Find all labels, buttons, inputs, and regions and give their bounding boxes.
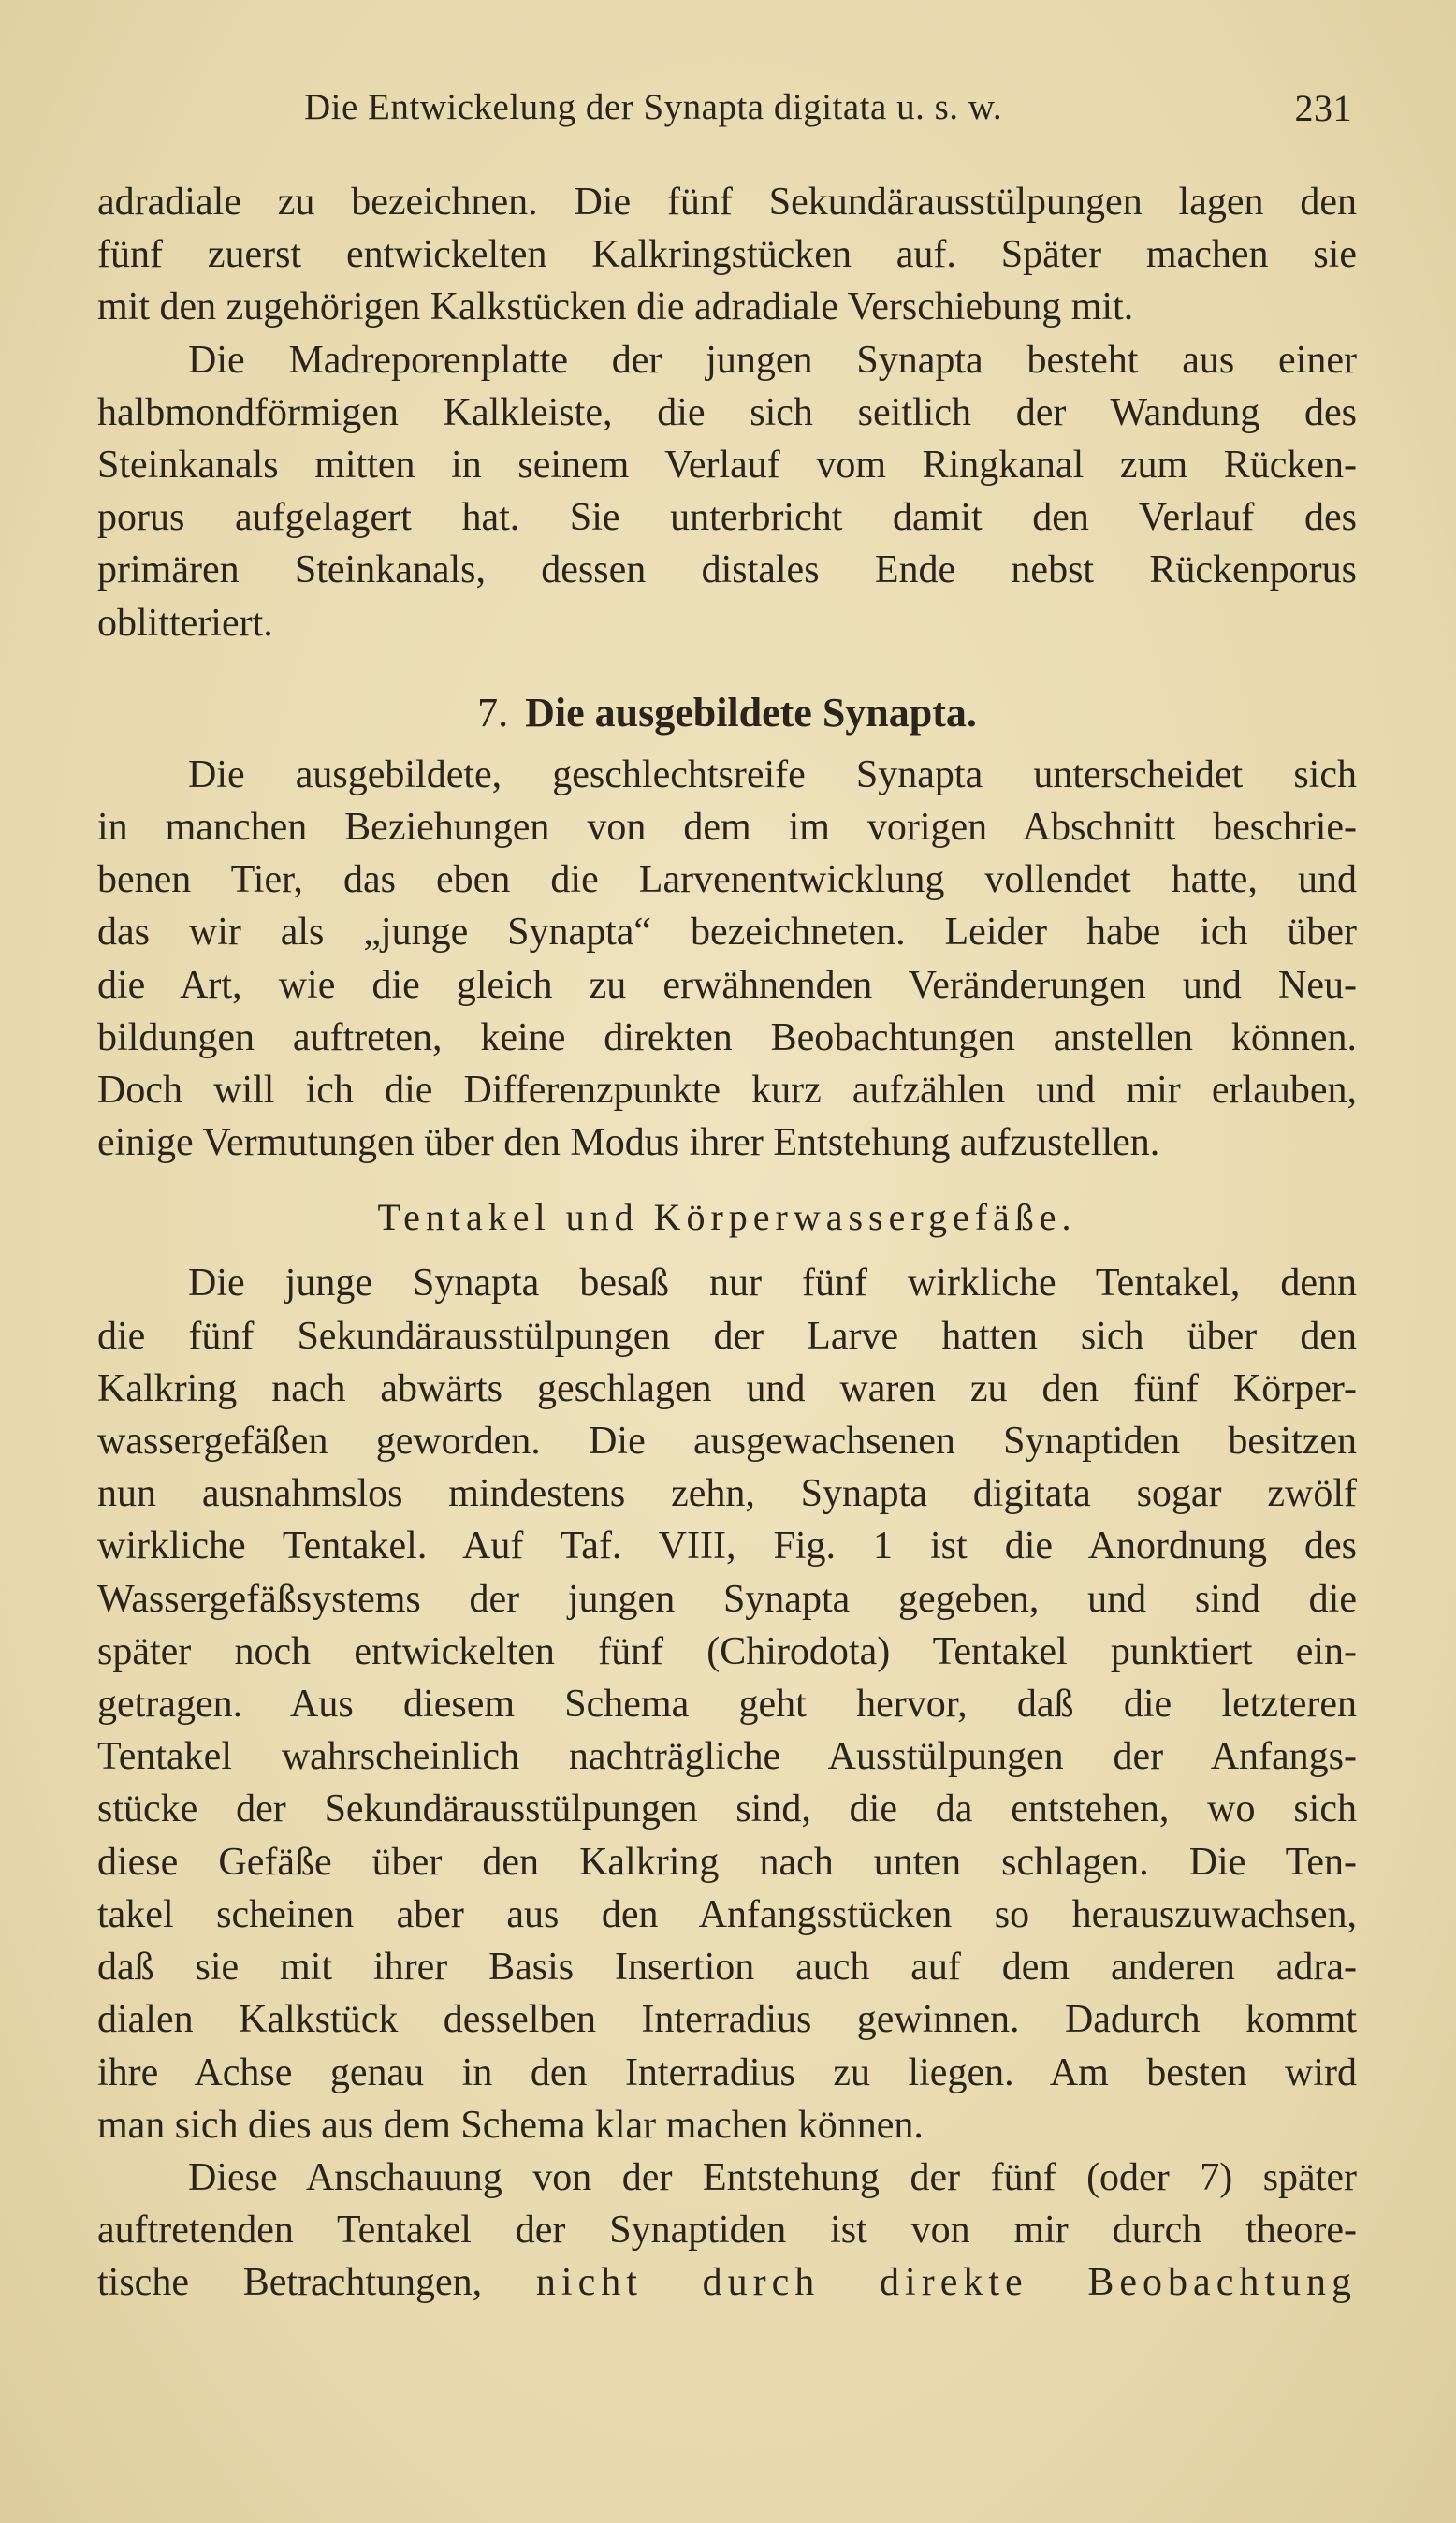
text-fragment: tische Betrachtungen, — [97, 2261, 483, 2305]
text-line: die fünf Sekundärausstülpungen der Larve hatten sich über den — [97, 1314, 1357, 1358]
text-line: Kalkring nach abwärts geschlagen und waren zu den fünf Körper- — [97, 1366, 1357, 1410]
text-line: mit den zugehörigen Kalkstücken die adradiale Verschiebung mit. — [97, 285, 1134, 329]
section-heading — [97, 685, 1357, 741]
text-line: benen Tier, das eben die Larvenentwicklung vollendet hatte, und — [97, 858, 1357, 902]
section-title: Die ausgebildete Synapta. — [525, 689, 977, 736]
text-line: halbmondförmigen Kalkleiste, die sich seitlich der Wandung des — [97, 390, 1357, 434]
text-line: Diese Anschauung von der Entstehung der fünf (oder 7) später — [188, 2155, 1357, 2199]
paragraph-1 — [97, 176, 1357, 334]
text-line: porus aufgelagert hat. Sie unterbricht damit den Verlauf des — [97, 496, 1357, 540]
text-line: Doch will ich die Differenzpunkte kurz aufzählen und mir erlauben, — [97, 1069, 1357, 1113]
text-line: stücke der Sekundärausstülpungen sind, die da entstehen, wo sich — [97, 1787, 1357, 1831]
text-line: später noch entwickelten fünf (Chirodota) Tentakel punktiert ein- — [97, 1629, 1357, 1673]
text-line: einige Vermutungen über den Modus ihrer Entstehung aufzustellen. — [97, 1121, 1160, 1165]
section-number: 7. — [477, 689, 509, 736]
text-line: Die Madreporenplatte der jungen Synapta besteht aus einer — [188, 338, 1357, 382]
text-line: die Art, wie die gleich zu erwähnenden Veränderungen und Neu- — [97, 963, 1357, 1007]
text-line: diese Gefäße über den Kalkring nach unten schlagen. Die Ten- — [97, 1840, 1357, 1884]
paragraph-4 — [97, 1257, 1357, 2151]
paragraph-5 — [97, 2151, 1357, 2310]
text-line: getragen. Aus diesem Schema geht hervor, daß die letzteren — [97, 1683, 1357, 1727]
text-line: in manchen Beziehungen von dem im vorigen Abschnitt beschrie- — [97, 806, 1357, 850]
text-line: bildungen auftreten, keine direkten Beobachtungen anstellen können. — [97, 1015, 1357, 1059]
text-line: adradiale zu bezeichnen. Die fünf Sekundärausstülpungen lagen den — [97, 181, 1357, 224]
text-line — [97, 2256, 1357, 2309]
emphasized-text: nicht durch direkte Beobachtung — [535, 2261, 1358, 2305]
text-line: Steinkanals mitten in seinem Verlauf vom Ringkanal zum Rücken- — [97, 444, 1357, 488]
subsection-heading: Tentakel und Körperwassergefäße. — [377, 1196, 1077, 1239]
paragraph-2 — [97, 334, 1357, 649]
text-line: wassergefäßen geworden. Die ausgewachsenen Synaptiden besitzen — [97, 1420, 1357, 1464]
page-number: 231 — [1294, 87, 1352, 129]
text-line: fünf zuerst entwickelten Kalkringstücken auf. Später machen sie — [97, 233, 1357, 277]
text-line: Die junge Synapta besaß nur fünf wirkliche Tentakel, denn — [188, 1262, 1357, 1305]
text-line: Die ausgebildete, geschlechtsreife Synapta unterscheidet sich — [188, 752, 1357, 796]
text-line: primären Steinkanals, dessen distales Ende nebst Rückenporus — [97, 548, 1357, 592]
text-line: nun ausnahmslos mindestens zehn, Synapta digitata sogar zwölf — [97, 1472, 1357, 1516]
text-line: takel scheinen aber aus den Anfangsstücken so herauszuwachsen, — [97, 1892, 1357, 1936]
text-line: ihre Achse genau in den Interradius zu liegen. Am besten wird — [97, 2050, 1357, 2094]
paragraph-3 — [97, 749, 1357, 1170]
body-text — [97, 176, 1357, 2310]
running-title: Die Entwickelung der Synapta digitata u. s. w. — [304, 87, 1003, 127]
text-line: wirkliche Tentakel. Auf Taf. VIII, Fig. 1 ist die Anordnung des — [97, 1524, 1357, 1568]
text-line: dialen Kalkstück desselben Interradius gewinnen. Dadurch kommt — [97, 1998, 1357, 2042]
text-line: oblitteriert. — [97, 601, 273, 645]
text-line: Wassergefäßsystems der jungen Synapta gegeben, und sind die — [97, 1577, 1357, 1621]
text-line: Tentakel wahrscheinlich nachträgliche Ausstülpungen der Anfangs- — [97, 1735, 1357, 1779]
text-line: auftretenden Tentakel der Synaptiden ist von mir durch theore- — [97, 2209, 1357, 2253]
text-line: daß sie mit ihrer Basis Insertion auch auf dem anderen adra- — [97, 1946, 1357, 1990]
text-line: man sich dies aus dem Schema klar machen können. — [97, 2103, 924, 2147]
running-header — [304, 86, 1352, 142]
text-line: das wir als „junge Synapta“ bezeichneten. Leider habe ich über — [97, 911, 1357, 955]
